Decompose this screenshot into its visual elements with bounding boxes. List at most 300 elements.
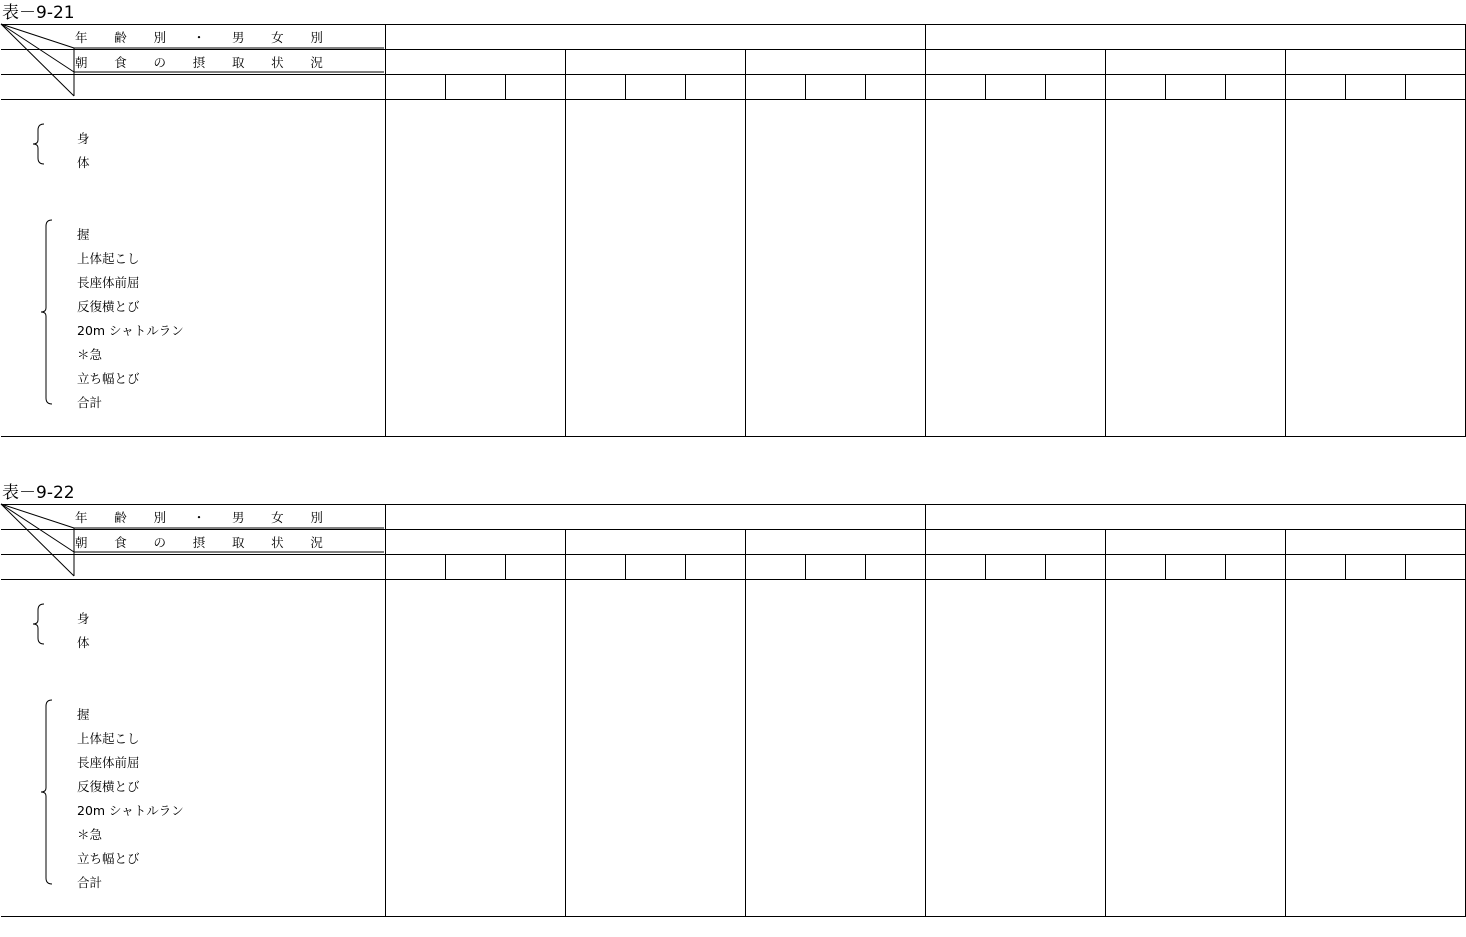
item-name <box>77 369 237 387</box>
value-cell <box>445 340 505 364</box>
value-cell <box>1405 364 1465 388</box>
spacer-cell <box>685 580 745 605</box>
value-cell <box>1165 724 1225 748</box>
value-cell <box>385 292 445 316</box>
value-cell <box>685 628 745 652</box>
value-cell <box>1405 868 1465 892</box>
spacer-cell <box>985 412 1045 437</box>
value-cell <box>745 316 805 340</box>
value-cell <box>685 724 745 748</box>
value-cell <box>1345 868 1405 892</box>
item-label-cell <box>1 268 385 292</box>
value-cell <box>625 148 685 172</box>
header-corner <box>1 555 385 580</box>
stat-header-n <box>1105 555 1165 580</box>
breakfast-header <box>385 530 565 555</box>
item-name-text: 上体起こし <box>77 251 140 266</box>
value-cell <box>1225 316 1285 340</box>
value-cell <box>445 820 505 844</box>
value-cell <box>385 628 445 652</box>
breakfast-header <box>385 50 565 75</box>
spacer-cell <box>565 412 625 437</box>
value-cell <box>1225 748 1285 772</box>
stat-header-n <box>1105 75 1165 100</box>
value-cell <box>1405 292 1465 316</box>
value-cell <box>1105 868 1165 892</box>
item-name <box>77 849 237 867</box>
female-group-header <box>925 25 1465 50</box>
value-cell <box>1345 340 1405 364</box>
table-title: 表－9-22 <box>2 483 75 503</box>
value-cell <box>1045 124 1105 148</box>
value-cell <box>685 796 745 820</box>
value-cell <box>1285 220 1345 244</box>
value-cell <box>1045 724 1105 748</box>
value-cell <box>985 316 1045 340</box>
value-cell <box>745 340 805 364</box>
value-cell <box>685 292 745 316</box>
spacer-cell <box>1345 412 1405 437</box>
stat-header-n <box>1285 75 1345 100</box>
spacer-cell <box>1225 100 1285 125</box>
value-cell <box>1045 220 1105 244</box>
value-cell <box>985 820 1045 844</box>
stat-header-n <box>385 555 445 580</box>
value-cell <box>565 868 625 892</box>
stat-header-mean <box>985 555 1045 580</box>
value-cell <box>865 148 925 172</box>
value-cell <box>1285 388 1345 412</box>
value-cell <box>745 868 805 892</box>
value-cell <box>1105 724 1165 748</box>
stat-header-sd <box>865 555 925 580</box>
value-cell <box>505 748 565 772</box>
value-cell <box>505 364 565 388</box>
spacer-cell <box>925 412 985 437</box>
spacer-cell <box>1105 412 1165 437</box>
item-name <box>77 297 237 315</box>
value-cell <box>805 316 865 340</box>
value-cell <box>685 820 745 844</box>
value-cell <box>865 820 925 844</box>
value-cell <box>385 604 445 628</box>
spacer-cell <box>745 100 805 125</box>
item-label-cell <box>1 628 385 652</box>
value-cell <box>865 748 925 772</box>
header-breakfast <box>1 50 385 75</box>
spacer-cell <box>805 172 865 220</box>
value-cell <box>385 772 445 796</box>
value-cell <box>1225 148 1285 172</box>
value-cell <box>1225 868 1285 892</box>
value-cell <box>805 364 865 388</box>
value-cell <box>445 364 505 388</box>
item-name <box>77 129 237 147</box>
spacer-cell <box>1405 652 1465 700</box>
item-name-text: 体 <box>77 635 90 650</box>
value-cell <box>385 340 445 364</box>
spacer-cell <box>1405 172 1465 220</box>
spacer-cell <box>1045 172 1105 220</box>
item-name <box>77 225 237 243</box>
spacer-cell <box>1405 412 1465 437</box>
spacer-cell <box>1345 892 1405 917</box>
value-cell <box>505 820 565 844</box>
value-cell <box>1165 604 1225 628</box>
value-cell <box>445 772 505 796</box>
value-cell <box>1285 268 1345 292</box>
value-cell <box>1345 316 1405 340</box>
table-title: 表－9-21 <box>2 3 75 23</box>
value-cell <box>1105 268 1165 292</box>
value-cell <box>745 748 805 772</box>
value-cell <box>745 364 805 388</box>
spacer-cell <box>805 892 865 917</box>
value-cell <box>1105 148 1165 172</box>
value-cell <box>925 244 985 268</box>
value-cell <box>505 796 565 820</box>
value-cell <box>1225 220 1285 244</box>
item-name <box>77 273 237 291</box>
spacer-cell <box>625 652 685 700</box>
value-cell <box>565 268 625 292</box>
spacer-cell <box>1 580 385 605</box>
value-cell <box>385 148 445 172</box>
value-cell <box>685 388 745 412</box>
value-cell <box>625 868 685 892</box>
item-name-text: 反復横とび <box>77 299 140 314</box>
item-label-cell <box>1 772 385 796</box>
value-cell <box>385 364 445 388</box>
spacer-cell <box>985 580 1045 605</box>
male-group-header <box>385 25 925 50</box>
value-cell <box>685 244 745 268</box>
spacer-cell <box>865 412 925 437</box>
value-cell <box>625 844 685 868</box>
stat-header-mean <box>445 555 505 580</box>
value-cell <box>1225 364 1285 388</box>
value-cell <box>1105 796 1165 820</box>
value-cell <box>1345 364 1405 388</box>
value-cell <box>925 724 985 748</box>
value-cell <box>385 124 445 148</box>
spacer-cell <box>985 652 1045 700</box>
value-cell <box>1105 388 1165 412</box>
spacer-cell <box>625 100 685 125</box>
value-cell <box>385 724 445 748</box>
value-cell <box>985 388 1045 412</box>
value-cell <box>1345 796 1405 820</box>
spacer-cell <box>565 172 625 220</box>
value-cell <box>925 316 985 340</box>
value-cell <box>1105 220 1165 244</box>
value-cell <box>505 292 565 316</box>
value-cell <box>1405 244 1465 268</box>
spacer-cell <box>1165 892 1225 917</box>
spacer-cell <box>865 100 925 125</box>
value-cell <box>685 124 745 148</box>
value-cell <box>505 604 565 628</box>
value-cell <box>1105 244 1165 268</box>
spacer-cell <box>925 580 985 605</box>
value-cell <box>1225 772 1285 796</box>
spacer-cell <box>865 892 925 917</box>
breakfast-header <box>925 530 1105 555</box>
breakfast-header <box>745 530 925 555</box>
item-name <box>77 873 237 891</box>
spacer-cell <box>1 892 385 917</box>
value-cell <box>745 820 805 844</box>
value-cell <box>625 628 685 652</box>
value-cell <box>625 124 685 148</box>
value-cell <box>1105 844 1165 868</box>
value-cell <box>505 388 565 412</box>
item-label-cell <box>1 700 385 724</box>
value-cell <box>925 628 985 652</box>
value-cell <box>1045 604 1105 628</box>
value-cell <box>625 244 685 268</box>
value-cell <box>925 820 985 844</box>
value-cell <box>1285 148 1345 172</box>
value-cell <box>1165 220 1225 244</box>
item-name-text: 反復横とび <box>77 779 140 794</box>
value-cell <box>805 724 865 748</box>
value-cell <box>865 796 925 820</box>
value-cell <box>925 340 985 364</box>
header-label-row1: 年 齢 別 ・ 男 女 別 <box>75 510 323 525</box>
header-label-row2: 朝 食 の 摂 取 状 況 <box>75 55 323 70</box>
value-cell <box>565 220 625 244</box>
value-cell <box>445 244 505 268</box>
value-cell <box>1345 268 1405 292</box>
value-cell <box>865 772 925 796</box>
value-cell <box>745 124 805 148</box>
value-cell <box>1165 124 1225 148</box>
value-cell <box>745 628 805 652</box>
value-cell <box>985 628 1045 652</box>
spacer-cell <box>1 172 385 220</box>
value-cell <box>1405 604 1465 628</box>
stat-header-n <box>565 75 625 100</box>
spacer-cell <box>1 652 385 700</box>
item-name <box>77 825 237 843</box>
value-cell <box>1225 340 1285 364</box>
value-cell <box>1105 292 1165 316</box>
value-cell <box>1045 316 1105 340</box>
value-cell <box>445 868 505 892</box>
value-cell <box>625 292 685 316</box>
item-label-cell <box>1 796 385 820</box>
header-corner <box>1 75 385 100</box>
item-name-text: 握 <box>77 227 90 242</box>
stat-header-mean <box>445 75 505 100</box>
value-cell <box>565 796 625 820</box>
spacer-cell <box>1285 100 1345 125</box>
value-cell <box>1165 844 1225 868</box>
spacer-cell <box>745 892 805 917</box>
value-cell <box>625 364 685 388</box>
value-cell <box>1285 292 1345 316</box>
stat-header-sd <box>685 75 745 100</box>
spacer-cell <box>385 412 445 437</box>
spacer-cell <box>925 100 985 125</box>
value-cell <box>985 868 1045 892</box>
value-cell <box>625 268 685 292</box>
stat-header-n <box>565 555 625 580</box>
item-label-cell <box>1 604 385 628</box>
spacer-cell <box>445 892 505 917</box>
value-cell <box>1405 820 1465 844</box>
value-cell <box>805 340 865 364</box>
value-cell <box>1045 700 1105 724</box>
spacer-cell <box>1405 892 1465 917</box>
spacer-cell <box>385 172 445 220</box>
value-cell <box>1045 292 1105 316</box>
value-cell <box>1045 868 1105 892</box>
value-cell <box>1405 772 1465 796</box>
stat-header-mean <box>1165 555 1225 580</box>
stat-header-mean <box>1345 75 1405 100</box>
value-cell <box>1285 124 1345 148</box>
spacer-cell <box>1225 652 1285 700</box>
value-cell <box>925 604 985 628</box>
value-cell <box>685 268 745 292</box>
value-cell <box>1045 340 1105 364</box>
value-cell <box>805 388 865 412</box>
value-cell <box>865 700 925 724</box>
spacer-cell <box>625 412 685 437</box>
item-label-cell <box>1 868 385 892</box>
value-cell <box>565 316 625 340</box>
value-cell <box>805 292 865 316</box>
item-label-cell <box>1 844 385 868</box>
breakfast-header <box>1285 50 1465 75</box>
value-cell <box>1225 268 1285 292</box>
value-cell <box>685 868 745 892</box>
value-cell <box>1045 364 1105 388</box>
value-cell <box>1225 388 1285 412</box>
spacer-cell <box>385 580 445 605</box>
value-cell <box>1345 244 1405 268</box>
spacer-cell <box>1225 892 1285 917</box>
value-cell <box>565 700 625 724</box>
spacer-cell <box>925 172 985 220</box>
spacer-cell <box>805 580 865 605</box>
value-cell <box>1285 820 1345 844</box>
value-cell <box>1345 748 1405 772</box>
value-cell <box>1285 628 1345 652</box>
item-name <box>77 393 237 411</box>
breakfast-header <box>1105 530 1285 555</box>
value-cell <box>1045 388 1105 412</box>
value-cell <box>1225 820 1285 844</box>
value-cell <box>1105 772 1165 796</box>
value-cell <box>805 124 865 148</box>
value-cell <box>1285 316 1345 340</box>
spacer-cell <box>685 652 745 700</box>
value-cell <box>505 148 565 172</box>
value-cell <box>985 772 1045 796</box>
value-cell <box>865 316 925 340</box>
stat-header-n <box>385 75 445 100</box>
value-cell <box>1405 340 1465 364</box>
male-group-header <box>385 505 925 530</box>
value-cell <box>1045 244 1105 268</box>
value-cell <box>505 724 565 748</box>
value-cell <box>1285 748 1345 772</box>
value-cell <box>1345 604 1405 628</box>
stat-header-mean <box>805 75 865 100</box>
spacer-cell <box>505 580 565 605</box>
item-name <box>77 801 237 819</box>
value-cell <box>1345 724 1405 748</box>
value-cell <box>925 124 985 148</box>
spacer-cell <box>625 580 685 605</box>
spacer-cell <box>565 652 625 700</box>
item-name-text: ＊急 <box>77 347 103 362</box>
value-cell <box>805 148 865 172</box>
value-cell <box>565 340 625 364</box>
item-label-cell <box>1 364 385 388</box>
value-cell <box>685 148 745 172</box>
value-cell <box>505 868 565 892</box>
value-cell <box>865 868 925 892</box>
value-cell <box>805 244 865 268</box>
spacer-cell <box>1105 892 1165 917</box>
value-cell <box>1165 820 1225 844</box>
value-cell <box>805 628 865 652</box>
value-cell <box>1405 796 1465 820</box>
stat-header-sd <box>505 555 565 580</box>
value-cell <box>1105 700 1165 724</box>
value-cell <box>685 700 745 724</box>
spacer-cell <box>1285 172 1345 220</box>
spacer-cell <box>1045 892 1105 917</box>
spacer-cell <box>505 412 565 437</box>
value-cell <box>1405 388 1465 412</box>
stat-header-sd <box>1225 555 1285 580</box>
breakfast-header <box>745 50 925 75</box>
spacer-cell <box>565 892 625 917</box>
item-name-text: 長座体前屈 <box>77 275 140 290</box>
value-cell <box>1045 772 1105 796</box>
value-cell <box>745 148 805 172</box>
spacer-cell <box>565 100 625 125</box>
spacer-cell <box>1045 100 1105 125</box>
spacer-cell <box>745 412 805 437</box>
value-cell <box>1105 628 1165 652</box>
value-cell <box>1045 268 1105 292</box>
stat-header-mean <box>1345 555 1405 580</box>
value-cell <box>625 700 685 724</box>
value-cell <box>805 868 865 892</box>
value-cell <box>685 772 745 796</box>
value-cell <box>385 244 445 268</box>
spacer-cell <box>1 412 385 437</box>
value-cell <box>565 124 625 148</box>
value-cell <box>1045 628 1105 652</box>
value-cell <box>1345 388 1405 412</box>
stat-header-sd <box>505 75 565 100</box>
value-cell <box>1165 796 1225 820</box>
breakfast-header <box>565 530 745 555</box>
value-cell <box>805 604 865 628</box>
spacer-cell <box>505 172 565 220</box>
item-name <box>77 633 237 651</box>
value-cell <box>1165 244 1225 268</box>
value-cell <box>1165 316 1225 340</box>
value-cell <box>1105 124 1165 148</box>
